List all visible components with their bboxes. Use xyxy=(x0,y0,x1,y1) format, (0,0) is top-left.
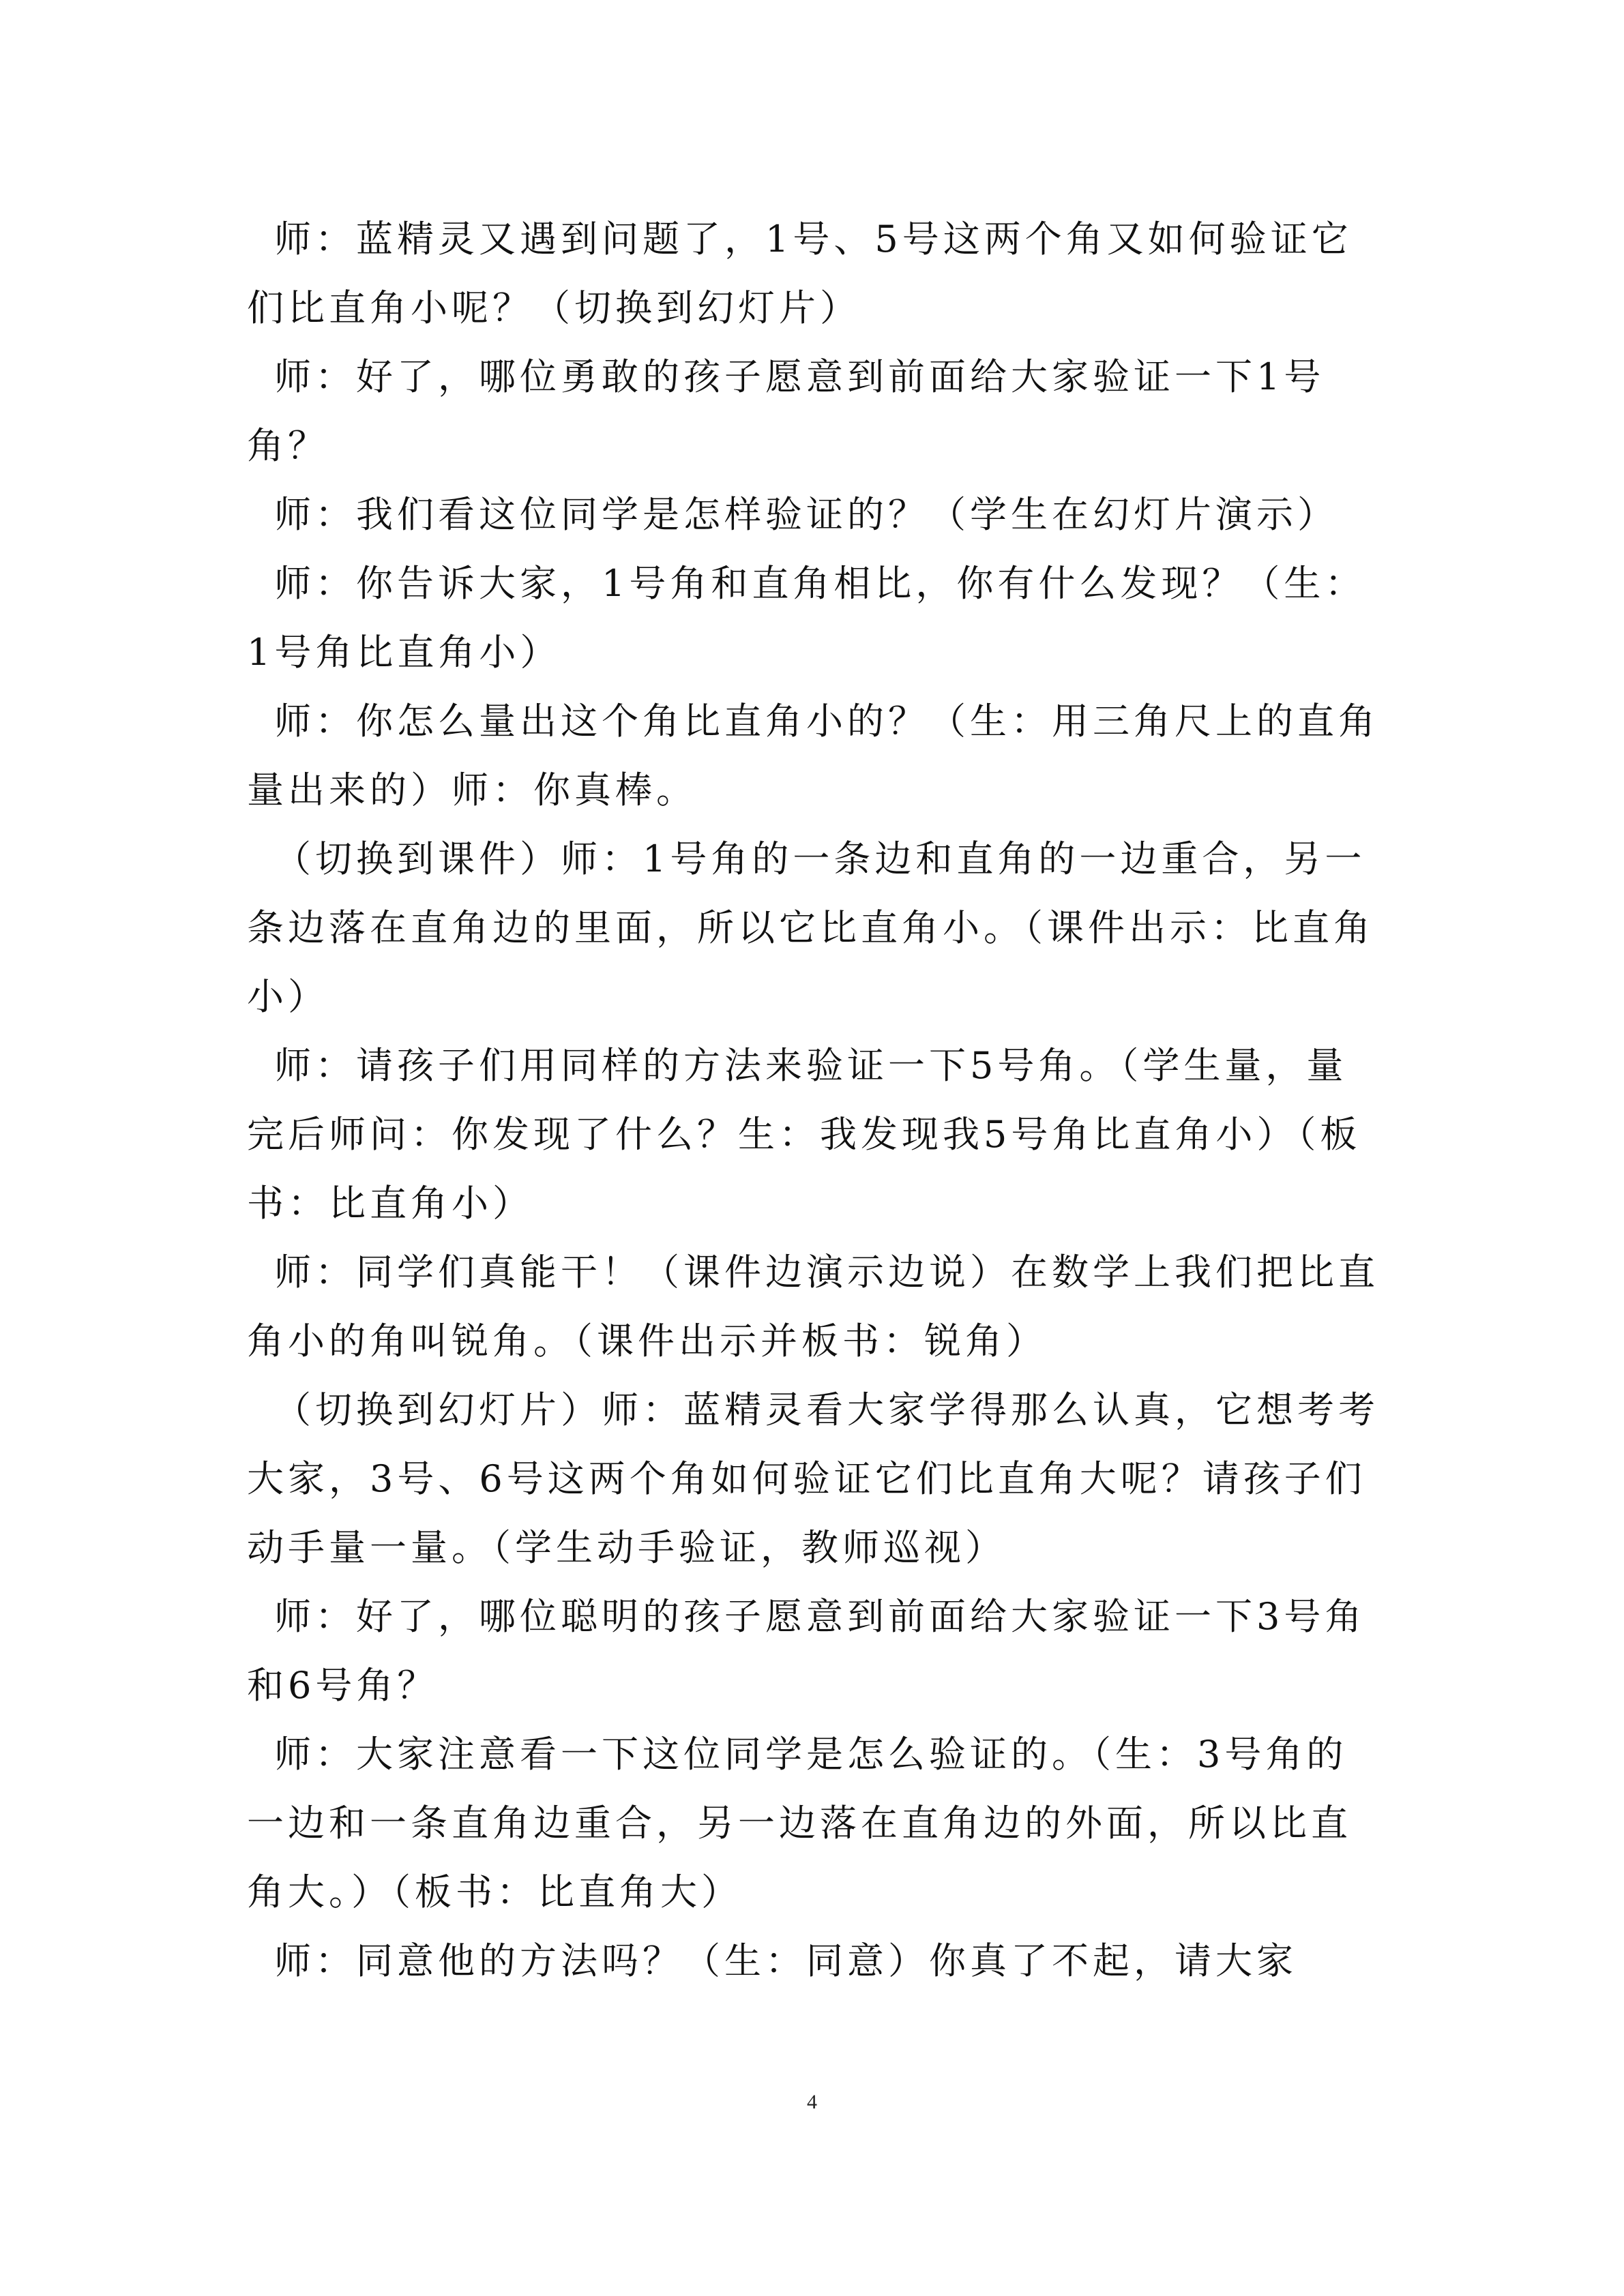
paragraph: （切换到幻灯片）师：蓝精灵看大家学得那么认真，它想考考大家，3号、6号这两个角如何验证它们比直角大呢？请孩子们动手量一量。（学生动手验证，教师巡视） xyxy=(247,1388,1379,1569)
paragraph: 师：大家注意看一下这位同学是怎么验证的。（生：3号角的一边和一条直角边重合，另一边落在直角边的外面，所以比直角大。）（板书：比直角大） xyxy=(247,1733,1352,1913)
page-number: 4 xyxy=(807,2091,817,2113)
paragraph: 师：你告诉大家，1号角和直角相比，你有什么发现？（生：1号角比直角小） xyxy=(247,562,1366,674)
paragraph: 师：好了，哪位聪明的孩子愿意到前面给大家验证一下3号角和6号角？ xyxy=(247,1595,1366,1707)
paragraph: 师：蓝精灵又遇到问题了，1号、5号这两个角又如何验证它们比直角小呢？（切换到幻灯片） xyxy=(247,218,1353,329)
paragraph: 师：你怎么量出这个角比直角小的？（生：用三角尺上的直角量出来的）师：你真棒。 xyxy=(247,700,1379,811)
paragraph: 师：请孩子们用同样的方法来验证一下5号角。（学生量，量完后师问：你发现了什么？生：我发现我5号角比直角小）（板书：比直角小） xyxy=(247,1044,1361,1225)
paragraph: 师：好了，哪位勇敢的孩子愿意到前面给大家验证一下1号角？ xyxy=(247,355,1325,467)
paragraph: （切换到课件）师：1号角的一条边和直角的一边重合，另一条边落在直角边的里面，所以它比直角小。（课件出示：比直角小） xyxy=(247,837,1374,1018)
paragraph: 师：同学们真能干！（课件边演示边说）在数学上我们把比直角小的角叫锐角。（课件出示并板书：锐角） xyxy=(247,1251,1379,1362)
paragraph: 师：同意他的方法吗？（生：同意）你真了不起，请大家 xyxy=(274,1939,1297,1982)
document-body xyxy=(247,205,1379,1995)
paragraph: 师：我们看这位同学是怎样验证的？（学生在幻灯片演示） xyxy=(274,493,1338,536)
